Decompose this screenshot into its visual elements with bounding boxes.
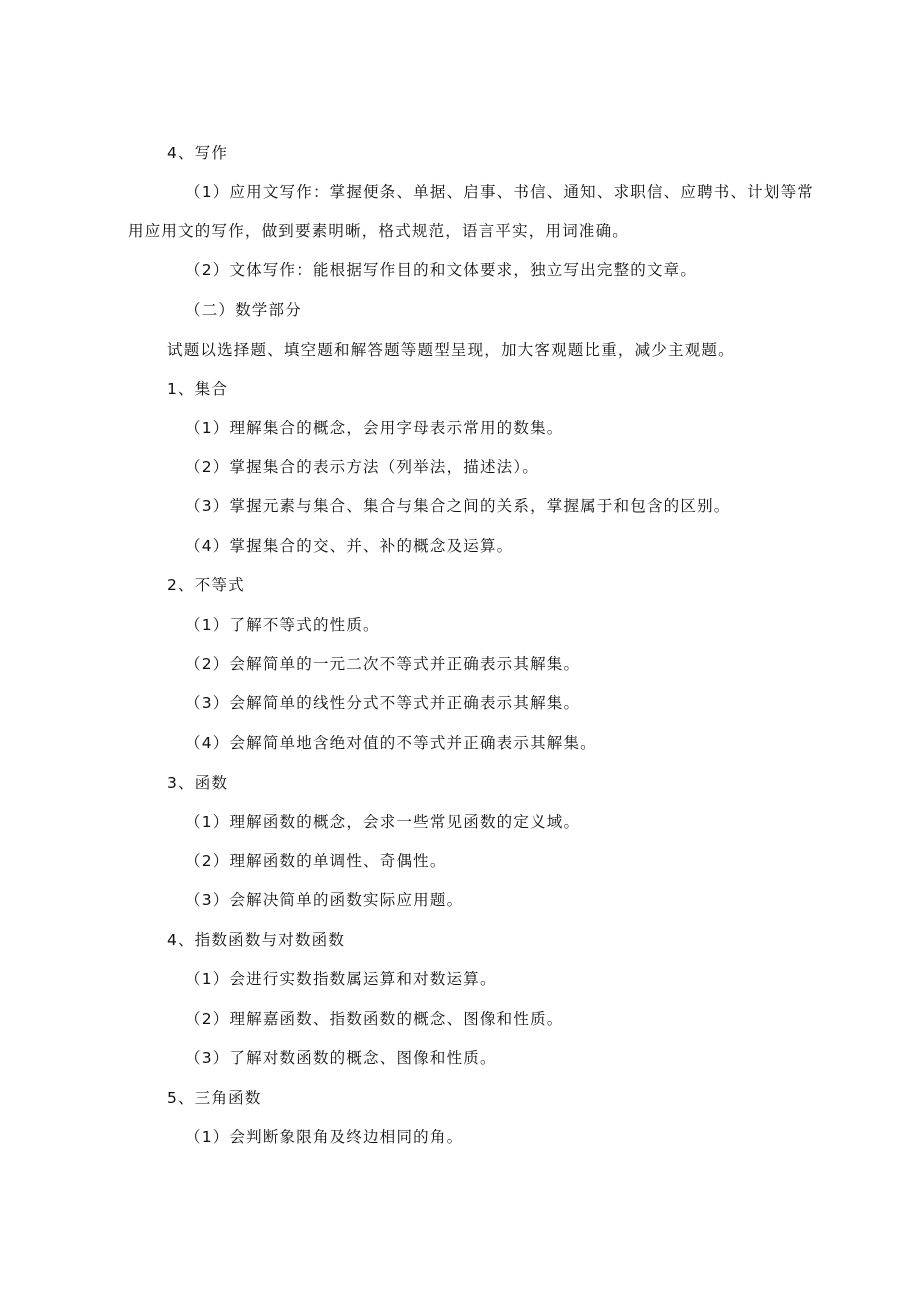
topic-item: （1）了解不等式的性质。 — [185, 616, 380, 634]
topic-item: （1）会进行实数指数属运算和对数运算。 — [185, 970, 497, 988]
topic-heading-functions: 3、函数 — [167, 774, 229, 792]
topic-item: （4）会解简单地含绝对值的不等式并正确表示其解集。 — [185, 734, 597, 752]
topic-item: （3）掌握元素与集合、集合与集合之间的关系，掌握属于和包含的区别。 — [185, 497, 731, 515]
topic-heading-inequality: 2、不等式 — [167, 576, 245, 594]
math-section-title: （二）数学部分 — [185, 301, 302, 319]
topic-item: （3）了解对数函数的概念、图像和性质。 — [185, 1049, 497, 1067]
writing-item-1-continued: 用应用文的写作，做到要素明晰，格式规范，语言平实，用词准确。 — [128, 222, 630, 240]
topic-heading-trig: 5、三角函数 — [167, 1089, 262, 1107]
writing-item-2: （2）文体写作：能根据写作目的和文体要求，独立写出完整的文章。 — [185, 261, 698, 279]
topic-item: （1）理解函数的概念，会求一些常见函数的定义域。 — [185, 813, 581, 831]
writing-item-1: （1）应用文写作：掌握便条、单据、启事、书信、通知、求职信、应聘书、计划等常 — [185, 183, 814, 201]
topic-heading-exp-log: 4、指数函数与对数函数 — [167, 931, 346, 949]
topic-item: （2）理解函数的单调性、奇偶性。 — [185, 852, 447, 870]
topic-item: （3）会解决简单的函数实际应用题。 — [185, 891, 464, 909]
topic-item: （2）理解嘉函数、指数函数的概念、图像和性质。 — [185, 1010, 564, 1028]
topic-item: （2）会解简单的一元二次不等式并正确表示其解集。 — [185, 655, 581, 673]
topic-heading-sets: 1、集合 — [167, 380, 229, 398]
topic-item: （3）会解简单的线性分式不等式并正确表示其解集。 — [185, 694, 581, 712]
writing-heading: 4、写作 — [167, 144, 229, 162]
topic-item: （4）掌握集合的交、并、补的概念及运算。 — [185, 537, 514, 555]
math-intro: 试题以选择题、填空题和解答题等题型呈现，加大客观题比重，减少主观题。 — [167, 341, 735, 359]
topic-item: （2）掌握集合的表示方法（列举法，描述法）。 — [185, 458, 540, 476]
topic-item: （1）理解集合的概念，会用字母表示常用的数集。 — [185, 419, 564, 437]
topic-item: （1）会判断象限角及终边相同的角。 — [185, 1128, 464, 1146]
